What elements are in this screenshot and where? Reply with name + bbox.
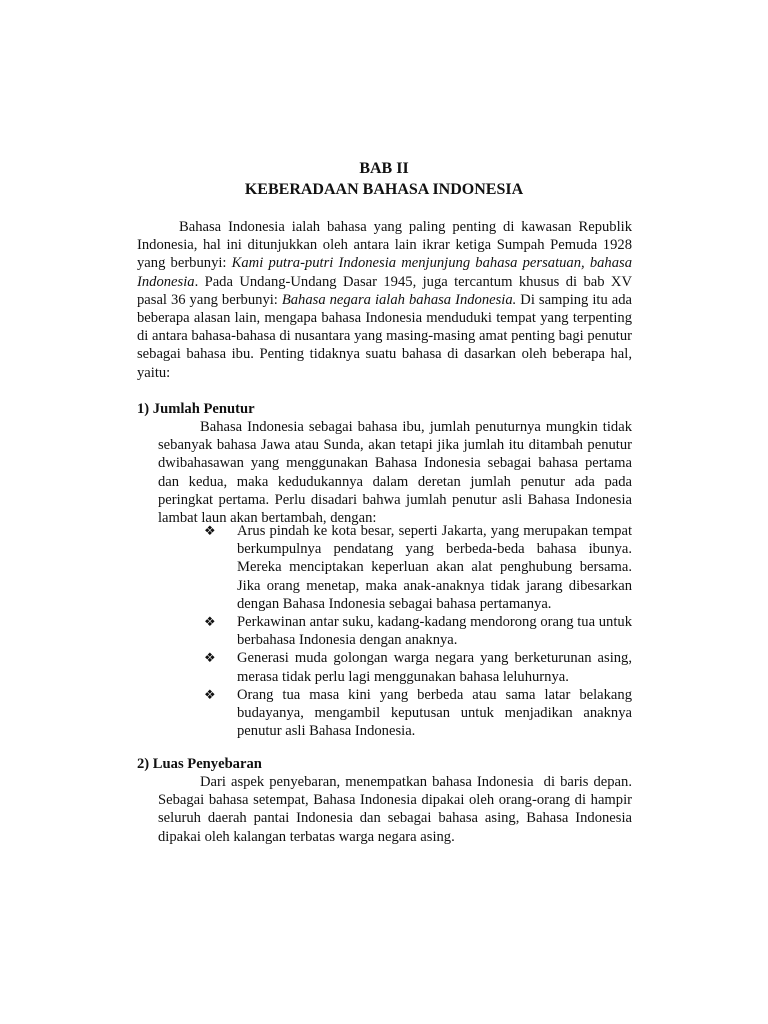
list-item-text: Perkawinan antar suku, kadang-kadang mendorong orang tua untuk berbahasa Indonesia dengan anaknya. — [237, 614, 632, 649]
chapter-number: BAB II — [359, 160, 409, 177]
section-2-heading: 2) Luas Penyebaran — [137, 756, 262, 772]
list-item — [204, 649, 632, 685]
intro-text-3: Di samping itu ada beberapa alasan lain, mengapa bahasa Indonesia menduduki tempat yang terpenting di antara bahasa-bahasa di nusantara yang masing-masing amat penting bagi penutur sebagai bahasa ibu. Penting tidaknya suatu bahasa di dasarkan oleh beberapa hal, yaitu: — [137, 291, 632, 381]
list-item — [204, 686, 632, 741]
list-item-text: Orang tua masa kini yang berbeda atau sama latar belakang budayanya, mengambil keputusan untuk menjadikan anaknya penutur asli Bahasa Indonesia. — [237, 686, 632, 740]
diamond-bullet-icon: ❖ — [204, 686, 216, 702]
bullet-list — [204, 522, 632, 740]
uud-quote: Bahasa negara ialah bahasa Indonesia. — [281, 291, 517, 308]
intro-text-1: Bahasa Indonesia ialah bahasa yang paling penting di kawasan Republik Indonesia, hal ini ditunjukkan oleh antara lain ikrar ketiga Sumpah Pemuda 1928 yang berbunyi: — [137, 219, 632, 272]
section-2-paragraph: Dari aspek penyebaran, menempatkan bahasa Indonesia di baris depan. Sebagai bahasa setempat, Bahasa Indonesia dipakai oleh orang-orang di hampir seluruh daerah pantai Indonesia dan sebagai bahasa asing, Bahasa Indonesia dipakai oleh kalangan terbatas warga negara asing. — [158, 774, 636, 845]
intro-paragraph — [137, 218, 632, 382]
list-item-text: Generasi muda golongan warga negara yang berketurunan asing, merasa tidak perlu lagi menggunakan bahasa leluhurnya. — [237, 650, 632, 685]
chapter-heading — [0, 158, 768, 200]
diamond-bullet-icon: ❖ — [204, 650, 216, 666]
list-item-text: Arus pindah ke kota besar, seperti Jakarta, yang merupakan tempat berkumpulnya pendatang yang berbeda-beda bahasa ibunya. Mereka menciptakan keperluan akan alat penghubung bersama. Jika orang menetap, maka anak-anaknya tidak jarang dibesarkan dengan Bahasa Indonesia sebagai bahasa pertamanya. — [237, 523, 632, 612]
section-1-heading: 1) Jumlah Penutur — [137, 401, 255, 417]
list-item — [204, 522, 632, 613]
intro-text-2: . Pada Undang-Undang Dasar 1945, juga tercantum khusus di bab XV pasal 36 yang berbunyi: — [137, 273, 632, 308]
chapter-title: KEBERADAAN BAHASA INDONESIA — [244, 181, 524, 198]
diamond-bullet-icon: ❖ — [204, 523, 216, 538]
diamond-bullet-icon: ❖ — [204, 614, 216, 630]
section-1-paragraph: Bahasa Indonesia sebagai bahasa ibu, jumlah penuturnya mungkin tidak sebanyak bahasa Jawa atau Sunda, akan tetapi jika jumlah itu ditambah penutur dwibahasawan yang menggunakan Bahasa Indonesia sebagai bahasa pertama dan kedua, maka kedudukannya dalam deretan jumlah penutur ada pada peringkat pertama. Perlu disadari bahwa jumlah penutur asli Bahasa Indonesia lambat laun akan bertambah, dengan: — [158, 419, 632, 527]
sumpah-pemuda-quote: Kami putra-putri Indonesia menjunjung bahasa persatuan, bahasa Indonesia — [137, 255, 632, 290]
list-item — [204, 613, 632, 649]
